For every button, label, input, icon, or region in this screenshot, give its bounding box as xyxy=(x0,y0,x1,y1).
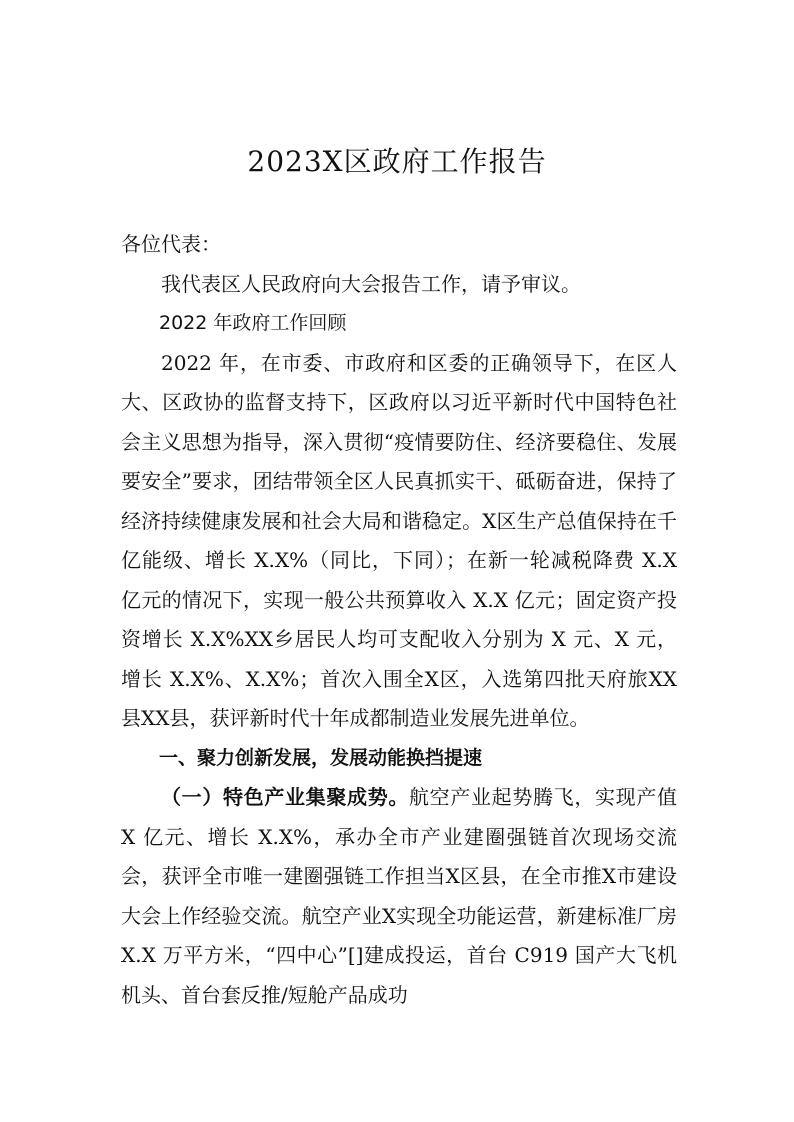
section-heading: 2022 年政府工作回顾 xyxy=(159,312,347,334)
item-1-paragraph xyxy=(121,778,677,1015)
opening-paragraph: 我代表区人民政府向大会报告工作，请予审议。 xyxy=(161,271,581,296)
salutation: 各位代表： xyxy=(121,232,221,256)
review-paragraph: 2022 年，在市委、市政府和区委的正确领导下，在区人大、区政协的监督支持下，区政府以习近平新时代中国特色社会主义思想为指导，深入贯彻“疫情要防住、经济要稳住、发展要安全”要求，团结带领全区人民真抓实干、砥砺奋进，保持了经济持续健康发展和社会大局和谐稳定。X区生产总值保持在千亿能级、增长 X.X%（同比，下同）；在新一轮减税降费 X.X 亿元的情况下，实现一般公共预算收入 X.X 亿元；固定资产投资增长 X.X%XX乡居民人均可支配收入分别为 X 元、X 元，增长 X.X%、X.X%；首次入围全X区，入选第四批天府旅XX县XX县，获评新时代十年成都制造业发展先进单位。 xyxy=(121,350,677,730)
item-1-text: 航空产业起势腾飞，实现产值 X 亿元、增长 X.X%，承办全市产业建圈强链首次现场交流会，获评全市唯一建圈强链工作担当X区县，在全市推X市建设大会上作经验交流。航空产业X实现全功能运营，新建标准厂房 X.X 万平方米，“四中心”[]建成投运，首台 C919 国产大飞机机头、首台套反推/短舱产品成功 xyxy=(121,785,677,1007)
document-body xyxy=(121,225,677,1015)
document-title: 2023X区政府工作报告 xyxy=(247,145,547,178)
item-1-lead: （一）特色产业集聚成势。 xyxy=(161,785,409,809)
subheading-innovation: 一、聚力创新发展，发展动能换挡提速 xyxy=(159,746,483,769)
